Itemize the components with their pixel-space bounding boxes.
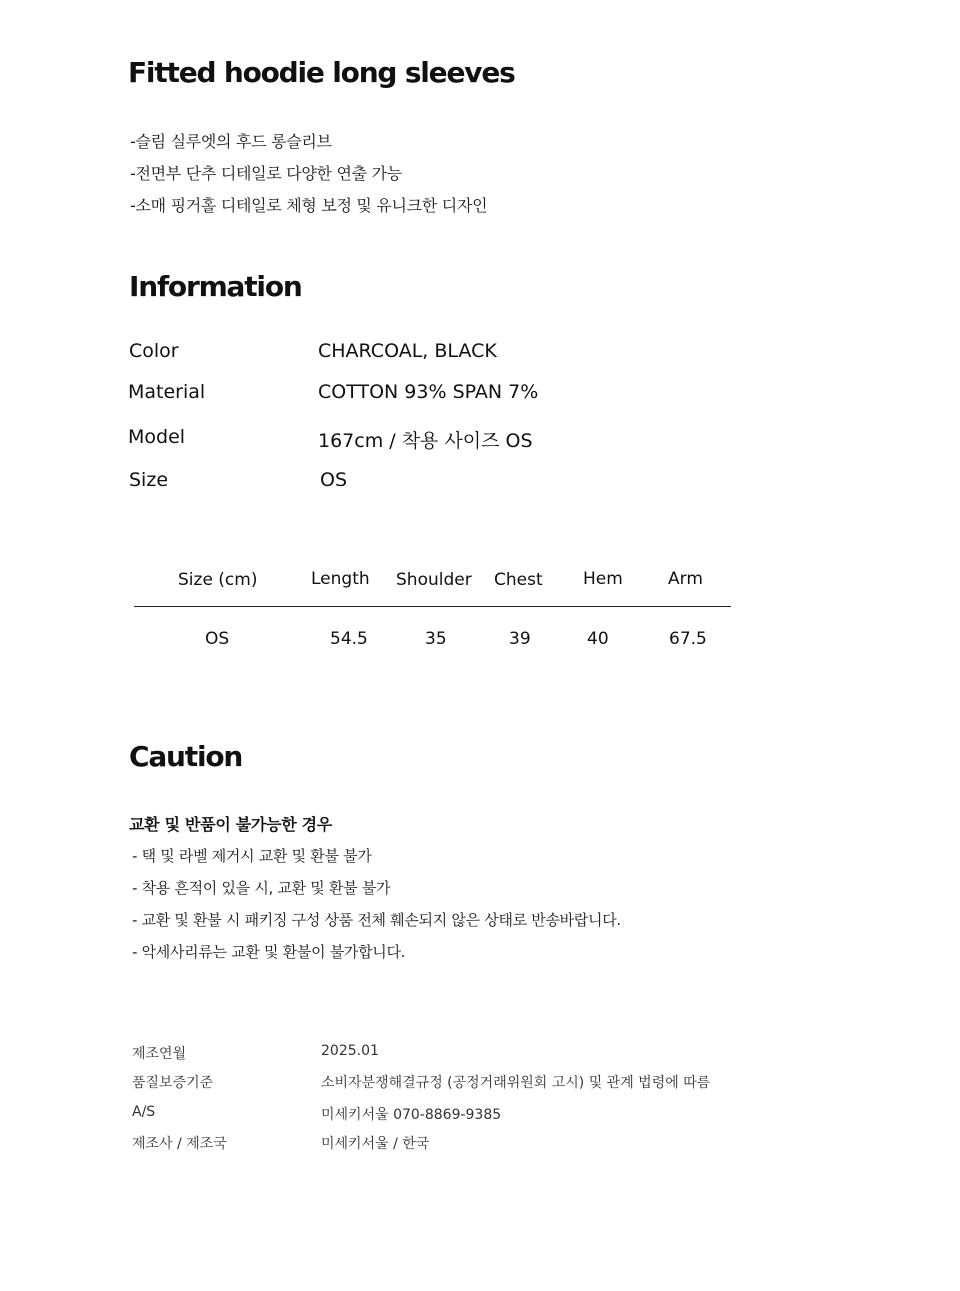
feature-item: -전면부 단추 디테일로 다양한 연출 가능: [130, 164, 402, 183]
info-row-color: [129, 340, 729, 370]
feature-item: -소매 핑거홀 디테일로 체형 보정 및 유니크한 디자인: [130, 196, 488, 215]
info-label: Model: [128, 426, 186, 448]
feature-list: [130, 126, 487, 222]
table-cell: 39: [509, 629, 531, 649]
table-cell: OS: [205, 629, 230, 649]
info-value: OS: [320, 469, 348, 491]
meta-row-as: [132, 1104, 832, 1132]
feature-item: -슬림 실루엣의 후드 롱슬리브: [130, 132, 332, 151]
info-row-model: [128, 426, 728, 456]
table-header-chest: Chest: [494, 570, 543, 590]
info-row-material: [128, 381, 728, 411]
meta-row-manufacture-date: [132, 1043, 832, 1071]
info-value: 167cm / 착용 사이즈 OS: [318, 430, 533, 452]
information-title: Information: [129, 270, 302, 303]
meta-label: 제조연월: [132, 1046, 187, 1062]
table-cell: 54.5: [330, 629, 368, 649]
table-cell: 40: [587, 629, 609, 649]
caution-item: - 착용 흔적이 있을 시, 교환 및 환불 불가: [132, 879, 391, 897]
caution-title: Caution: [129, 740, 243, 773]
meta-value: 미세키서울 / 한국: [321, 1136, 430, 1152]
table-header-size: Size (cm): [178, 570, 258, 590]
info-value: CHARCOAL, BLACK: [318, 340, 497, 362]
caution-heading: 교환 및 반품이 불가능한 경우: [129, 815, 332, 834]
table-header-length: Length: [311, 569, 370, 589]
info-row-size: [129, 469, 729, 499]
meta-row-manufacturer: [132, 1133, 832, 1161]
caution-item: - 택 및 라벨 제거시 교환 및 환불 불가: [132, 847, 372, 865]
info-label: Material: [128, 381, 206, 403]
meta-value: 미세키서울 070-8869-9385: [321, 1107, 502, 1123]
table-header-hem: Hem: [583, 569, 623, 589]
caution-item: - 악세사리류는 교환 및 환불이 불가합니다.: [132, 943, 406, 961]
table-divider: [134, 606, 731, 607]
meta-label: 제조사 / 제조국: [132, 1136, 227, 1152]
table-header-shoulder: Shoulder: [396, 570, 472, 590]
table-header-arm: Arm: [668, 569, 703, 589]
table-cell: 67.5: [669, 629, 707, 649]
meta-label: A/S: [132, 1104, 156, 1120]
meta-row-quality-standard: [132, 1072, 832, 1100]
info-label: Color: [129, 340, 179, 362]
size-table: [134, 568, 731, 658]
meta-value: 소비자분쟁해결규정 (공정거래위원회 고시) 및 관계 법령에 따름: [321, 1075, 711, 1091]
caution-list: [132, 840, 621, 968]
info-value: COTTON 93% SPAN 7%: [318, 381, 539, 403]
info-label: Size: [129, 469, 169, 491]
caution-item: - 교환 및 환불 시 패키징 구성 상품 전체 훼손되지 않은 상태로 반송바랍니다.: [132, 911, 621, 929]
product-title: Fitted hoodie long sleeves: [128, 56, 515, 89]
meta-value: 2025.01: [321, 1043, 379, 1059]
meta-label: 품질보증기준: [132, 1075, 214, 1091]
table-cell: 35: [425, 629, 447, 649]
